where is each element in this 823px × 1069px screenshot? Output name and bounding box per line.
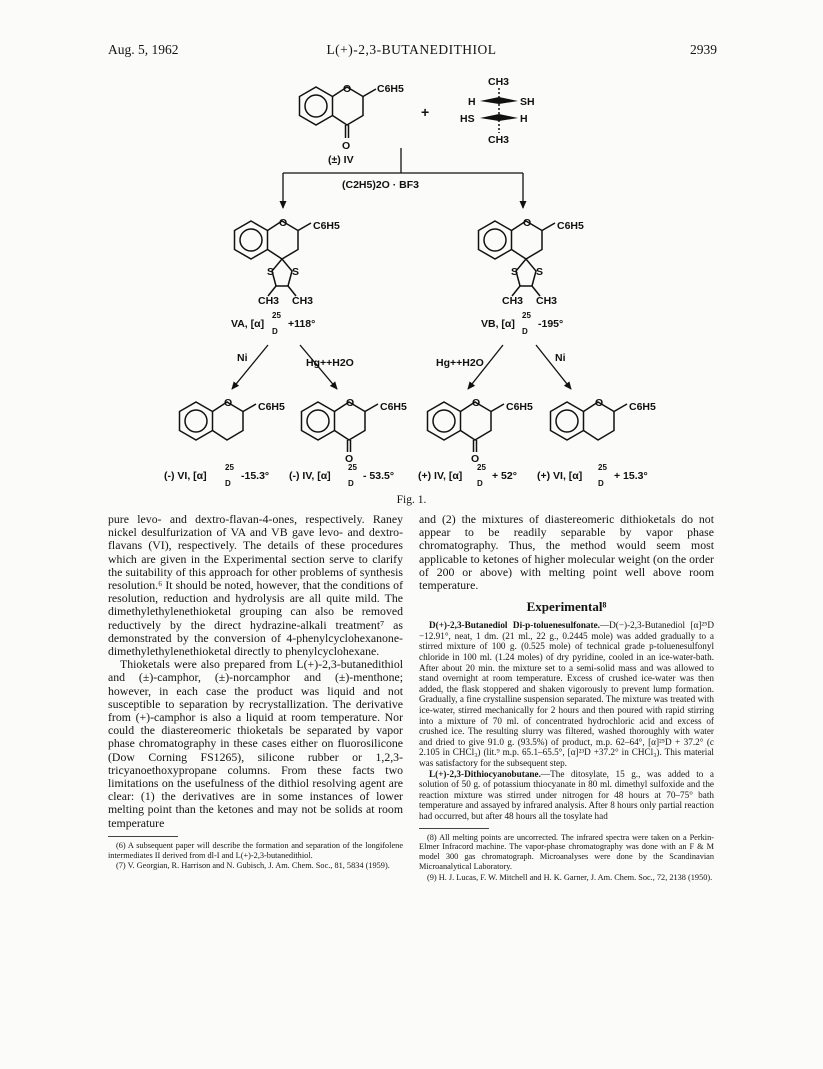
product-minus-flavan <box>180 402 257 440</box>
product-1-temp: 25 <box>225 463 234 472</box>
vb-rotation: -195° <box>538 318 564 330</box>
experimental-paragraph <box>419 769 714 822</box>
footnote: (8) All melting points are uncorrected. The infrared spectra were taken on a Perkin-Elmer Infracord machine. The vapor-phase chromatography was done with an F & M model 300 gas chromatograph. Microanalyses were done by the Scandinavian Microanalytical Laboratory. <box>419 832 714 871</box>
p3-phenyl: C6H5 <box>506 401 533 413</box>
p1-phenyl: C6H5 <box>258 401 285 413</box>
dithiol-h-left: H <box>468 96 476 108</box>
footnote: (7) V. Georgian, R. Harrison and N. Gubisch, J. Am. Chem. Soc., 81, 5834 (1959). <box>116 861 390 871</box>
ni-right: Ni <box>555 352 566 364</box>
va-temp: 25 <box>272 311 281 320</box>
product-3-temp: 25 <box>477 463 486 472</box>
body-paragraph: and (2) the mixtures of diastereomeric dithioketals do not appear to be readily separable by vapor phase chromatography. Thus, the method would seem most applicable to ketones of higher molecular weight (on the order of 200 or above) with melting point well above room temperature. <box>419 512 714 593</box>
va-methyl-left: CH3 <box>258 295 280 307</box>
vb-ring-oxygen: O <box>523 217 532 229</box>
product-4-line: D <box>598 479 604 488</box>
product-label-4: (+) VI, [α] <box>537 470 583 482</box>
product-4-temp: 25 <box>598 463 607 472</box>
p4-oxygen: O <box>595 397 604 409</box>
product-1-line: D <box>225 479 231 488</box>
p1-oxygen: O <box>224 397 233 409</box>
vb-methyl-left: CH3 <box>502 295 524 307</box>
vb-temp: 25 <box>522 311 531 320</box>
experimental-paragraph <box>419 620 714 768</box>
footnote: (9) H. J. Lucas, F. W. Mitchell and H. K. Garner, J. Am. Chem. Soc., 72, 2138 (1950). <box>427 872 713 882</box>
va-phenyl: C6H5 <box>313 220 340 232</box>
reactant-flavanone-structure <box>300 87 377 138</box>
experimental-heading: Experimental⁸ <box>526 599 607 615</box>
va-sulfur-left: S <box>267 266 275 278</box>
procedure-title: L(+)-2,3-Dithiocyanobutane. <box>429 768 541 779</box>
left-column <box>108 513 403 872</box>
hg-left: Hg++H2O <box>306 357 354 369</box>
va-line: D <box>272 327 278 336</box>
running-header-title: L(+)-2,3-BUTANEDITHIOL <box>326 42 497 57</box>
dithiol-h-right: H <box>520 113 528 125</box>
p3-oxygen: O <box>472 397 481 409</box>
reaction-scheme-figure <box>0 0 823 492</box>
vb-sulfur-right: S <box>536 266 544 278</box>
product-1-rotation: -15.3° <box>241 470 270 482</box>
vb-methyl-right: CH3 <box>536 295 558 307</box>
procedure-text: —D(−)-2,3-Butanediol [α]²⁵D −12.91°, neat, 1 dm. (21 ml., 22 g., 0.2445 mole) was added gradually to a stirred mixture of 100 g. (0.525 mole) of technical grade p-toluenesulfonyl chloride in 100 ml. (1.24 moles) of dry pyridine, cooled in an ice-water-bath. After about 20 min. the mixture set to a semi-solid mass and was allowed to stand overnight at room temperature. Excess of crushed ice-water was then added, the flask stoppered and shaken vigorously to prevent lump formation. Gradually, a fine crystalline suspension separated. The mixture was treated with ice-water, stirred mechanically for 2 hours and then poured with rapid stirring into a mixture of 70 ml. of concentrated hydrochloric acid and excess of crushed ice. The resulting slurry was filtered, washed thoroughly with water and dried to give 91.0 g. (93.5%) of product, m.p. 62–64°, [α]²⁵D + 37.2° (c 2.105 in CHCl₃) (lit.⁹ m.p. 65.1–65.5°, [α]²³D +37.2° in CHCl₃). This material was satisfactory for the subsequent step. <box>419 620 714 768</box>
product-2-line: D <box>348 479 354 488</box>
vb-phenyl: C6H5 <box>557 220 584 232</box>
footnote-rule <box>108 836 178 837</box>
procedure-text: —The ditosylate, 15 g., was added to a solution of 50 g. of potassium thiocyanate in 80 ml. dimethyl sulfoxide and the reaction mixture was stirred under nitrogen for 48 hours at 70–75° bath temperature and assayed by infrared analysis. After 8 hours only partial reaction had occurred, but after 48 hours all the tosylate had <box>419 768 714 821</box>
p3-carbonyl-oxygen: O <box>471 453 480 465</box>
vb-label: VB, [α] <box>481 318 515 330</box>
p2-carbonyl-oxygen: O <box>345 453 354 465</box>
va-sulfur-right: S <box>292 266 300 278</box>
product-arrows <box>232 345 571 389</box>
product-minus-flavanone <box>302 402 379 452</box>
ring-oxygen-label: O <box>343 83 352 95</box>
running-header-date: Aug. 5, 1962 <box>108 42 179 57</box>
vb-line: D <box>522 327 528 336</box>
reactant-flavanone-label: (±) IV <box>328 154 354 166</box>
ni-left: Ni <box>237 352 248 364</box>
product-plus-flavan <box>551 402 628 440</box>
dithiol-hs-left: HS <box>460 113 475 125</box>
va-label: VA, [α] <box>231 318 265 330</box>
va-methyl-right: CH3 <box>292 295 314 307</box>
product-2-temp: 25 <box>348 463 357 472</box>
p4-phenyl: C6H5 <box>629 401 656 413</box>
reaction-branch-arrows <box>283 148 523 208</box>
right-column <box>419 513 714 883</box>
body-paragraph: Thioketals were also prepared from L(+)-2,3-butanedithiol and (±)-camphor, (±)-norcamphor and (±)-menthone; however, in each case the product was liquid and not susceptible to separation by recrystallization. The derivative from (+)-camphor is also a liquid at room temperature. Nor could the diastereomeric thioketals be separated by vapor phase chromatography in these cases either on fluorosilicone (Dow Corning FS1265), silicone rubber or 1,2,3-tricyanoethoxypropane columns. From these facts two limitations on the usefulness of the dithiol resolving agent are clear: (1) the derivatives are in some instances of lower melting point than the ketones and may not be solids at room temperature <box>108 657 403 830</box>
product-plus-flavanone <box>428 402 505 452</box>
product-3-rotation: + 52° <box>492 470 517 482</box>
hg-right: Hg++H2O <box>436 357 484 369</box>
carbonyl-oxygen-label: O <box>342 140 351 152</box>
product-3-line: D <box>477 479 483 488</box>
product-label-3: (+) IV, [α] <box>418 470 463 482</box>
procedure-title: D(+)-2,3-Butanediol Di-p-toluenesulfonate. <box>429 620 600 631</box>
va-ring-oxygen: O <box>279 217 288 229</box>
p2-oxygen: O <box>346 397 355 409</box>
thioketal-va-structure <box>235 221 312 296</box>
vb-sulfur-left: S <box>511 266 519 278</box>
dithiol-sh-right: SH <box>520 96 535 108</box>
p2-phenyl: C6H5 <box>380 401 407 413</box>
phenyl-label: C6H5 <box>377 83 404 95</box>
page-number: 2939 <box>690 42 717 57</box>
reagent-label: (C2H5)2O · BF3 <box>342 179 420 191</box>
footnote-rule <box>419 828 489 829</box>
plus-sign: + <box>421 104 430 120</box>
product-label-2: (-) IV, [α] <box>289 470 331 482</box>
product-4-rotation: + 15.3° <box>614 470 648 482</box>
product-2-rotation: - 53.5° <box>363 470 395 482</box>
butanedithiol-structure <box>480 88 518 133</box>
footnote: (6) A subsequent paper will describe the formation and separation of the longifolene intermediates II derived from dl-I and L(+)-2,3-butanedithiol. <box>108 840 403 860</box>
figure-caption: Fig. 1. <box>396 494 427 506</box>
product-label-1: (-) VI, [α] <box>164 470 207 482</box>
body-paragraph: pure levo- and dextro-flavan-4-ones, respectively. Raney nickel desulfurization of VA and VB gave levo- and dextro-flavans (VI), respectively. The details of these procedures which are given in the Experimental section serve to clarify the suitability of this approach for other problems of synthesis resolution.⁶ It should be noted, however, that the conditions of resolution, reduction and hydrolysis are all quite mild. The dimethylethylenethioketal grouping can also be removed reductively by the direct hydrazine-alkali treatment⁷ as demonstrated by the conversion of 4-phenylcyclohexanone-dimethylethylenethioketal directly to phenylcyclohexane. <box>108 512 403 659</box>
dithiol-top-methyl: CH3 <box>488 76 510 88</box>
thioketal-vb-structure <box>479 221 556 296</box>
va-rotation: +118° <box>288 318 316 330</box>
dithiol-bottom-methyl: CH3 <box>488 134 510 146</box>
